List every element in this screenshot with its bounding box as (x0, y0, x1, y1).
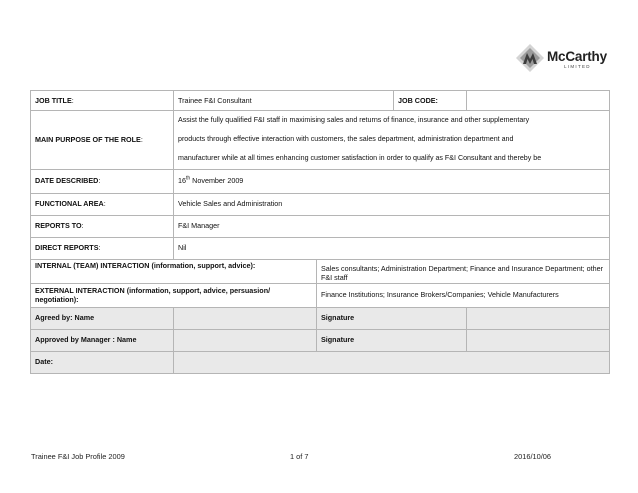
footer-page-number: 1 of 7 (290, 452, 309, 461)
job-title-label: JOB TITLE (35, 95, 72, 105)
internal-interaction-label-text: INTERNAL (TEAM) INTERACTION (information, support, advice): (35, 261, 256, 271)
functional-area-value: Vehicle Sales and Administration (174, 193, 610, 215)
date-described-row (31, 169, 610, 193)
agreed-row (31, 307, 610, 329)
logo-name: McCarthy (547, 49, 607, 64)
job-title-label-cell: JOB TITLE: (31, 91, 174, 111)
internal-interaction-value-text: Sales consultants; Administration Department; Finance and Insurance Department; other F&I staff (321, 263, 604, 282)
date-sign-row (31, 351, 610, 373)
external-interaction-label (31, 283, 317, 307)
direct-reports-value: Nil (174, 237, 610, 259)
purpose-line: manufacturer while at all times enhancing customer satisfaction in order to qualify as F&I Consultant and thereby be (178, 154, 542, 163)
footer-title: Trainee F&I Job Profile 2009 (31, 452, 125, 461)
purpose-line: products through effective interaction with customers, the sales department, administration department and (178, 135, 514, 144)
reports-to-row (31, 215, 610, 237)
job-code-value (467, 91, 610, 111)
direct-reports-label-cell: DIRECT REPORTS: (31, 237, 174, 259)
agreed-name-field[interactable] (174, 307, 317, 329)
date-described-value (174, 169, 610, 193)
date-sign-label: Date: (31, 351, 174, 373)
external-interaction-value: Finance Institutions; Insurance Brokers/Companies; Vehicle Manufacturers (317, 283, 610, 307)
reports-to-value: F&I Manager (174, 215, 610, 237)
approved-signature-label: Signature (317, 329, 467, 351)
agreed-label: Agreed by: Name (31, 307, 174, 329)
external-interaction-row (31, 283, 610, 307)
job-profile-table (30, 90, 610, 374)
internal-interaction-label (31, 259, 317, 283)
date-rest: November 2009 (190, 176, 244, 186)
reports-to-label-cell: REPORTS TO: (31, 215, 174, 237)
functional-area-label: FUNCTIONAL AREA (35, 199, 104, 209)
purpose-line: Assist the fully qualified F&I staff in maximising sales and returns of finance, insurance and other supplementary (178, 116, 530, 124)
job-title-value: Trainee F&I Consultant (174, 91, 394, 111)
purpose-row (31, 111, 610, 170)
purpose-label-cell: MAIN PURPOSE OF THE ROLE: (31, 111, 174, 170)
approved-label: Approved by Manager : Name (31, 329, 174, 351)
company-logo (514, 42, 610, 76)
date-sign-field[interactable] (174, 351, 610, 373)
purpose-value (174, 111, 610, 170)
approved-name-field[interactable] (174, 329, 317, 351)
approved-signature-field[interactable] (467, 329, 610, 351)
internal-interaction-row (31, 259, 610, 283)
logo-subtitle: LIMITED (564, 64, 591, 69)
direct-reports-label: DIRECT REPORTS (35, 243, 99, 253)
external-interaction-label-text: EXTERNAL INTERACTION (information, support, advice, persuasion/ negotiation): (35, 285, 271, 305)
agreed-signature-field[interactable] (467, 307, 610, 329)
approved-row (31, 329, 610, 351)
date-day: 16 (178, 176, 186, 186)
date-suffix: th (186, 176, 191, 183)
footer-date: 2016/10/06 (514, 452, 551, 461)
functional-area-label-cell: FUNCTIONAL AREA: (31, 193, 174, 215)
date-described-label: DATE DESCRIBED (35, 176, 99, 186)
job-code-label: JOB CODE: (394, 91, 467, 111)
agreed-signature-label: Signature (317, 307, 467, 329)
job-title-row (31, 91, 610, 111)
direct-reports-row (31, 237, 610, 259)
functional-area-row (31, 193, 610, 215)
date-described-label-cell: DATE DESCRIBED: (31, 169, 174, 193)
purpose-label: MAIN PURPOSE OF THE ROLE (35, 135, 141, 145)
mccarthy-logo-icon (514, 42, 546, 74)
internal-interaction-value (317, 259, 610, 283)
reports-to-label: REPORTS TO (35, 221, 82, 231)
